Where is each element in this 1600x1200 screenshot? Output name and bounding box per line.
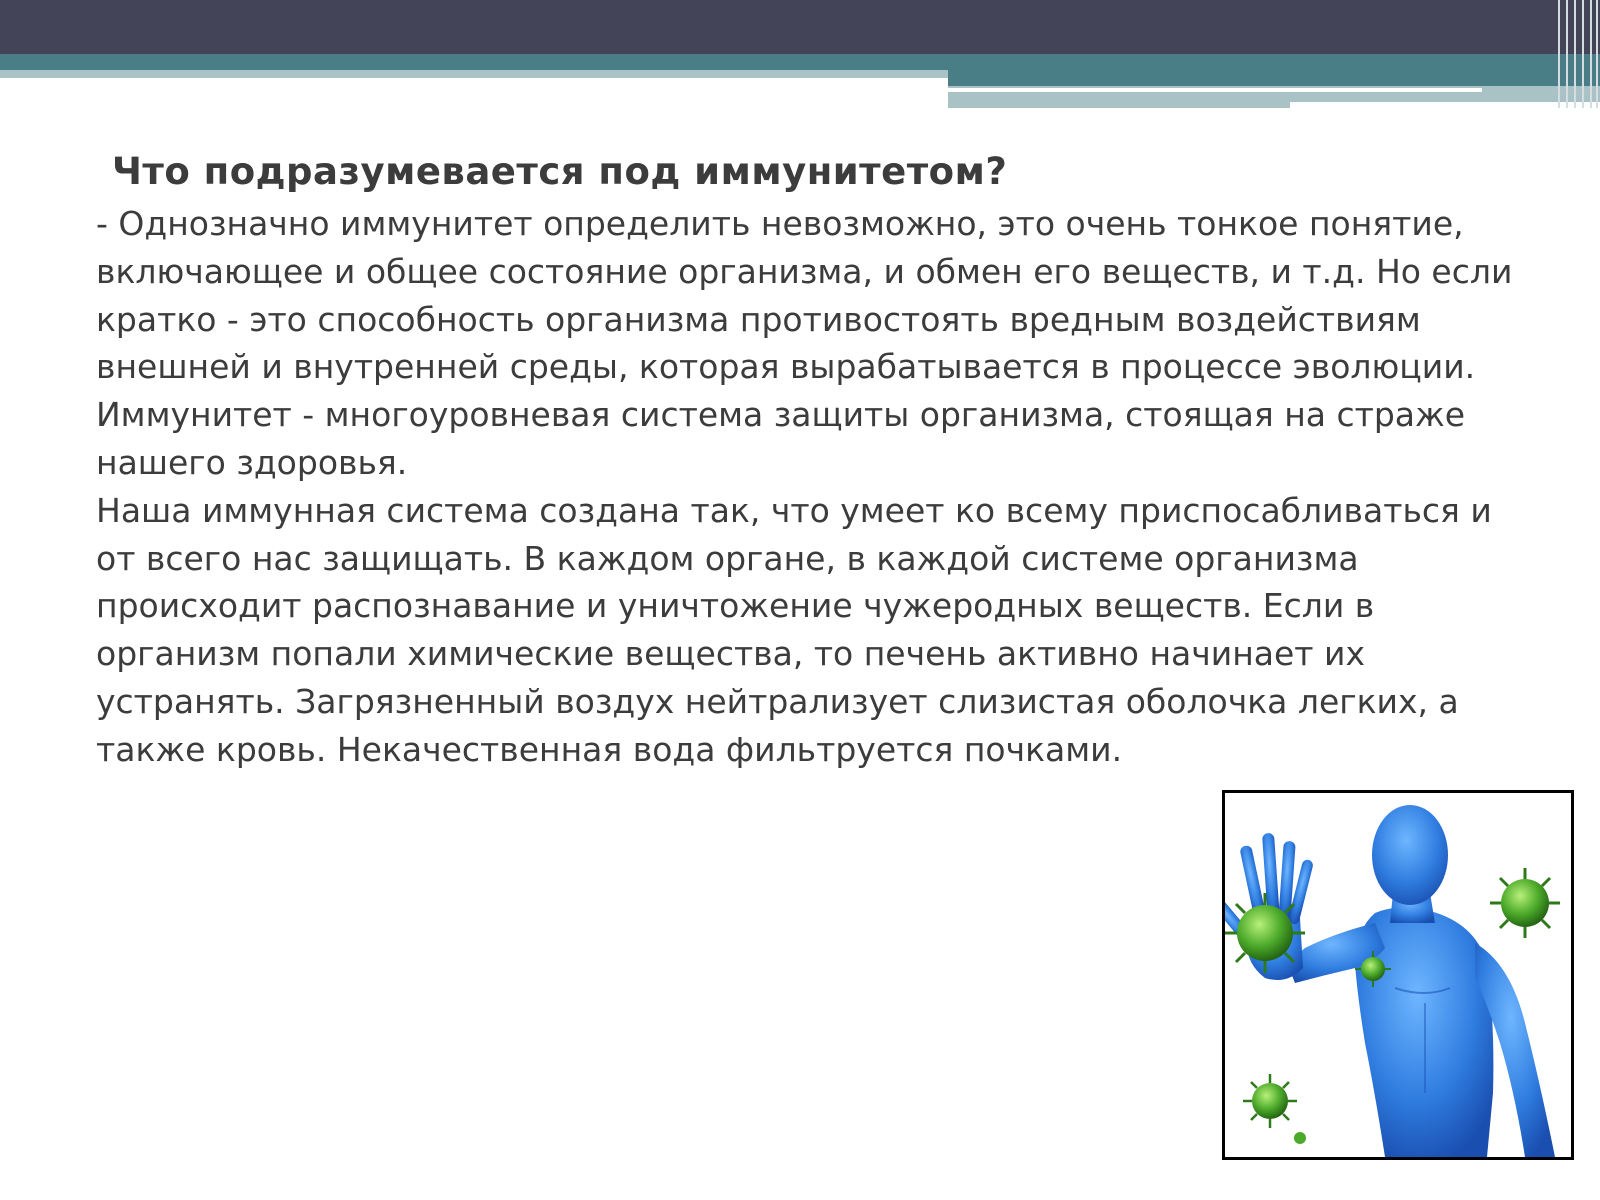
header-vertical-stripes — [1556, 0, 1600, 108]
header-white-line — [948, 88, 1482, 92]
header-bar — [0, 0, 1600, 54]
header-teal-band — [0, 54, 1600, 70]
paragraph-immune-system: Наша иммунная система создана так, что умеет ко всему приспосабливаться и от всего нас защищать. В каждом органе, в каждой системе организма происходит распознавание и уничтожение чужеродных веществ. Если в организм попали химические вещества, то печень активно начинает их устранять. Загрязненный воздух нейтрализует слизистая оболочка легких, а также кровь. Некачественная вода фильтруется почками. — [96, 490, 1492, 769]
immunity-illustration — [1222, 790, 1574, 1160]
human-figure-icon — [1225, 793, 1571, 1157]
paragraph-definition: - Однозначно иммунитет определить невозможно, это очень тонкое понятие, включающее и общее состояние организма, и обмен его веществ, и т.д. Но если кратко - это способность организма противостоять вредным воздействиям внешней и внутренней среды, которая вырабатывается в процессе эволюции. Иммунитет - многоуровневая система защиты организма, стоящая на страже нашего здоровья. — [96, 204, 1513, 482]
header-teal-band-right — [948, 70, 1600, 86]
slide-title: Что подразумевается под иммунитетом? — [112, 150, 1008, 193]
header-light-band-left — [0, 70, 948, 78]
slide-body — [96, 200, 1536, 774]
header-white-line-short — [1290, 102, 1600, 108]
